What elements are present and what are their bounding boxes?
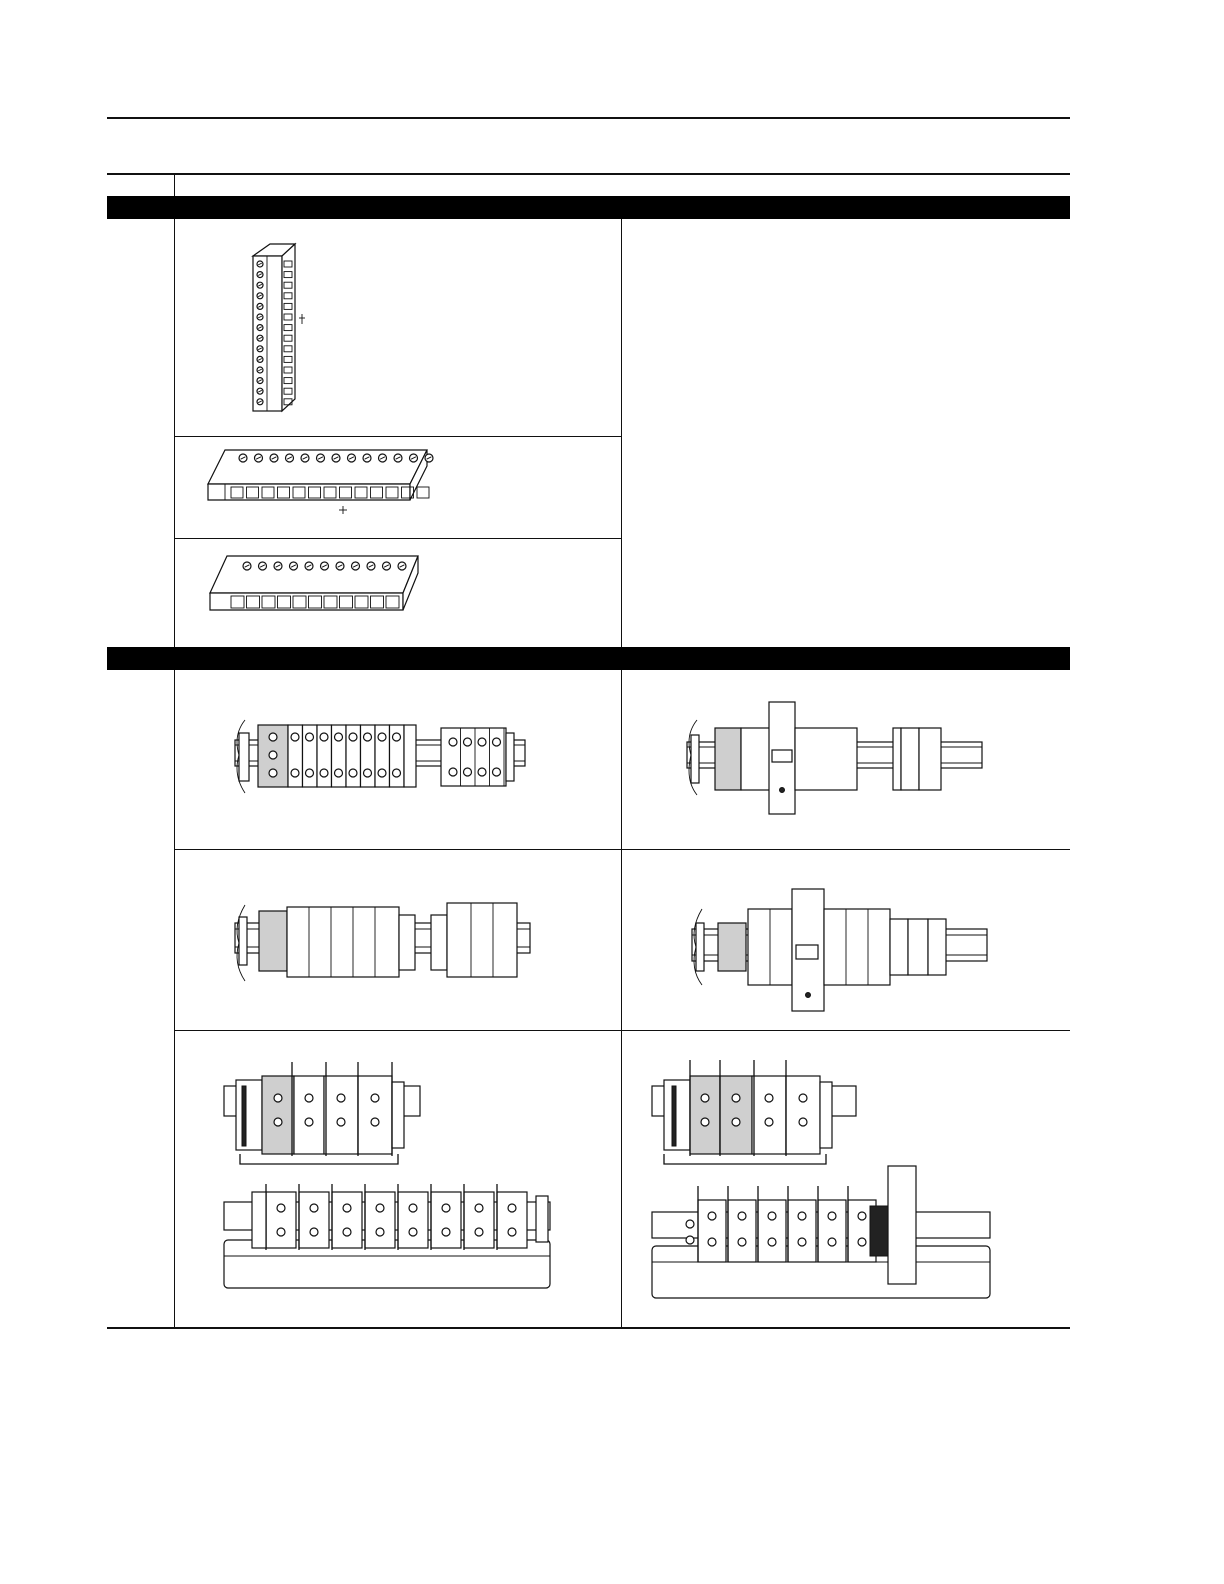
din-rail-assembly-icon [225, 715, 535, 800]
top-rule [107, 117, 1070, 119]
power-block-assemblies-right-illustration [650, 1056, 992, 1302]
section-header-band-1 [107, 196, 1070, 219]
table-middle-divider-lower [621, 670, 622, 1328]
terminal-block-vertical-icon [240, 236, 320, 416]
row-rule-3 [175, 849, 1070, 850]
table-header-rule [107, 173, 1070, 175]
terminal-block-horizontal-icon [205, 444, 435, 519]
row-rule-2 [175, 538, 621, 539]
din-rail-assembly-small-left-illustration [225, 715, 535, 800]
power-block-assemblies-left-illustration [222, 1060, 552, 1292]
table-bottom-rule [107, 1327, 1070, 1329]
terminal-block-horizontal-icon [205, 548, 435, 618]
power-distribution-block-with-module-icon [650, 1056, 992, 1302]
horizontal-terminal-strip-12-illustration [205, 444, 435, 519]
power-distribution-block-icon [222, 1060, 552, 1292]
din-rail-assembly-with-module-icon [688, 885, 998, 1015]
din-rail-assembly-medium-right-illustration [688, 885, 998, 1015]
din-rail-assembly-with-module-icon [675, 700, 985, 820]
table-left-column-divider [174, 174, 175, 1328]
section-header-band-2 [107, 647, 1070, 670]
horizontal-terminal-strip-10-illustration [205, 548, 435, 618]
vertical-terminal-strip-illustration [240, 236, 320, 416]
din-rail-assembly-medium-left-illustration [225, 895, 535, 985]
din-rail-assembly-icon [225, 895, 535, 985]
row-rule-4 [175, 1030, 1070, 1031]
table-middle-divider-upper [621, 219, 622, 647]
row-rule-1 [175, 436, 621, 437]
din-rail-assembly-small-right-illustration [675, 700, 985, 820]
